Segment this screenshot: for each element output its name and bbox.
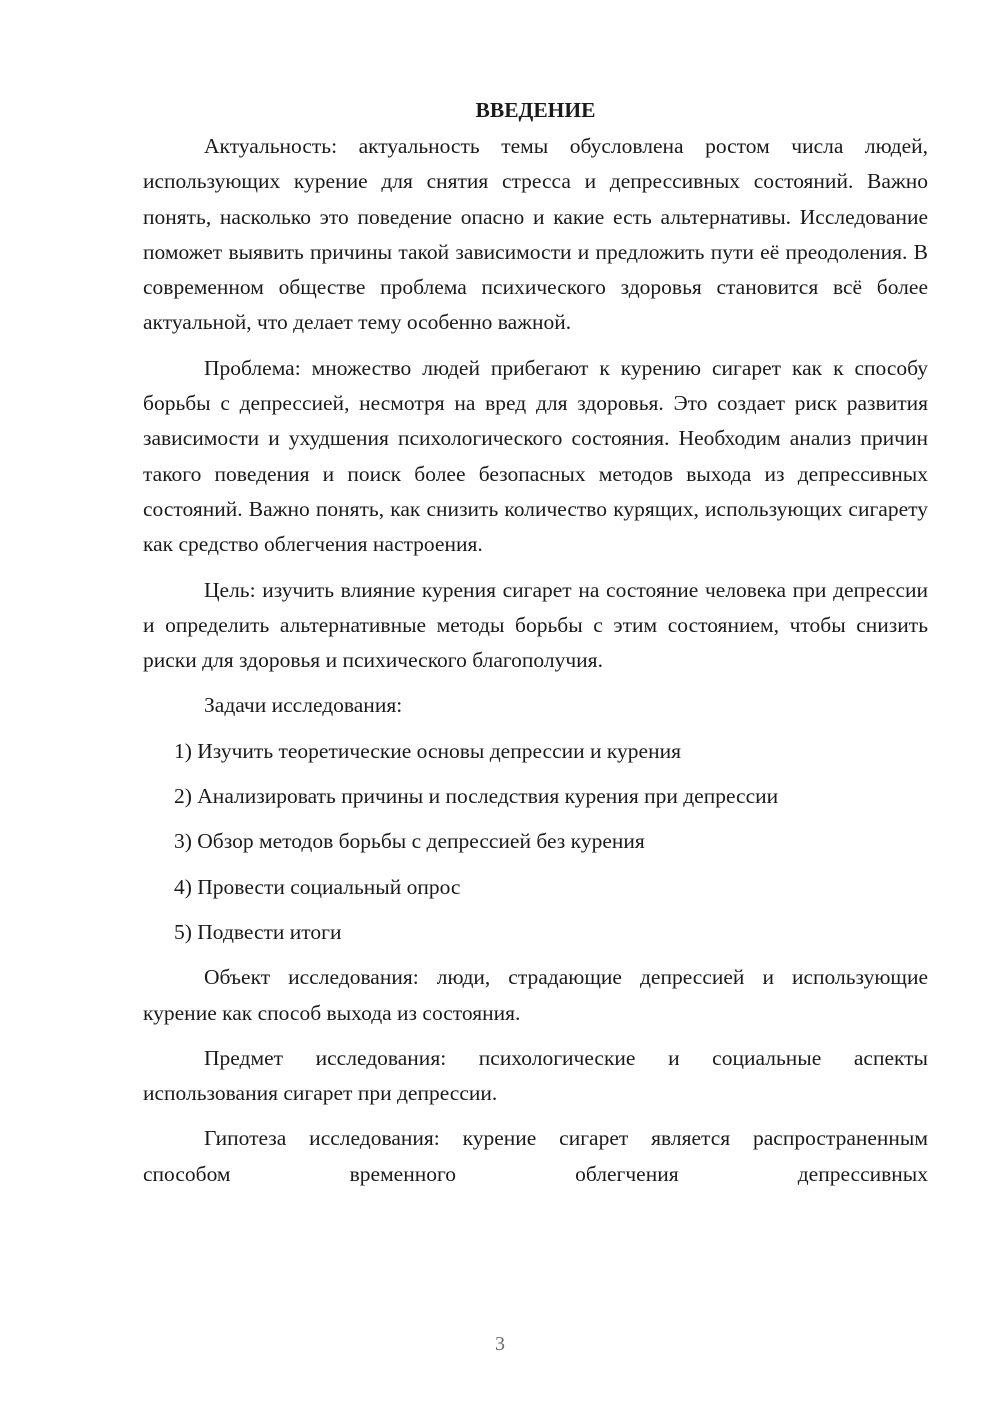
goal-paragraph: Цель: изучить влияние курения сигарет на состояние человека при депрессии и определить альтернативные методы борьбы с этим состоянием, чтобы снизить риски для здоровья и психического благополучия.	[143, 577, 928, 673]
subject-paragraph: Предмет исследования: психологические и социальные аспекты использования сигарет при депрессии.	[143, 1045, 928, 1106]
document-page	[143, 93, 928, 1202]
task-item-3: 3) Обзор методов борьбы с депрессией без курения	[174, 829, 645, 854]
tasks-heading: Задачи исследования:	[204, 693, 403, 718]
task-item-4: 4) Провести социальный опрос	[174, 874, 461, 899]
hypothesis-paragraph: Гипотеза исследования: курение сигарет является распространенным способом временного облегчения депрессивных	[143, 1126, 928, 1186]
task-item-5: 5) Подвести итоги	[174, 919, 342, 944]
page-number: 3	[495, 1333, 505, 1355]
object-paragraph: Объект исследования: люди, страдающие депрессией и использующие курение как способ выхода из состояния.	[143, 965, 928, 1025]
section-title: ВВЕДЕНИЕ	[475, 98, 596, 122]
problem-paragraph: Проблема: множество людей прибегают к курению сигарет как к способу борьбы с депрессией, несмотря на вред для здоровья. Это создает риск развития зависимости и ухудшения психологического состояния. Необходим анализ причин такого поведения и поиск более безопасных методов выхода из депрессивных состояний. Важно понять, как снизить количество курящих, использующих сигарету как средство облегчения настроения.	[143, 355, 928, 557]
relevance-paragraph: Актуальность: актуальность темы обусловлена ростом числа людей, использующих курение для снятия стресса и депрессивных состояний. Важно понять, насколько это поведение опасно и какие есть альтернативы. Исследование поможет выявить причины такой зависимости и предложить пути её преодоления. В современном обществе проблема психического здоровья становится всё более актуальной, что делает тему особенно важной.	[143, 134, 928, 335]
task-item-1: 1) Изучить теоретические основы депрессии и курения	[174, 738, 681, 763]
task-item-2: 2) Анализировать причины и последствия курения при депрессии	[174, 784, 779, 809]
